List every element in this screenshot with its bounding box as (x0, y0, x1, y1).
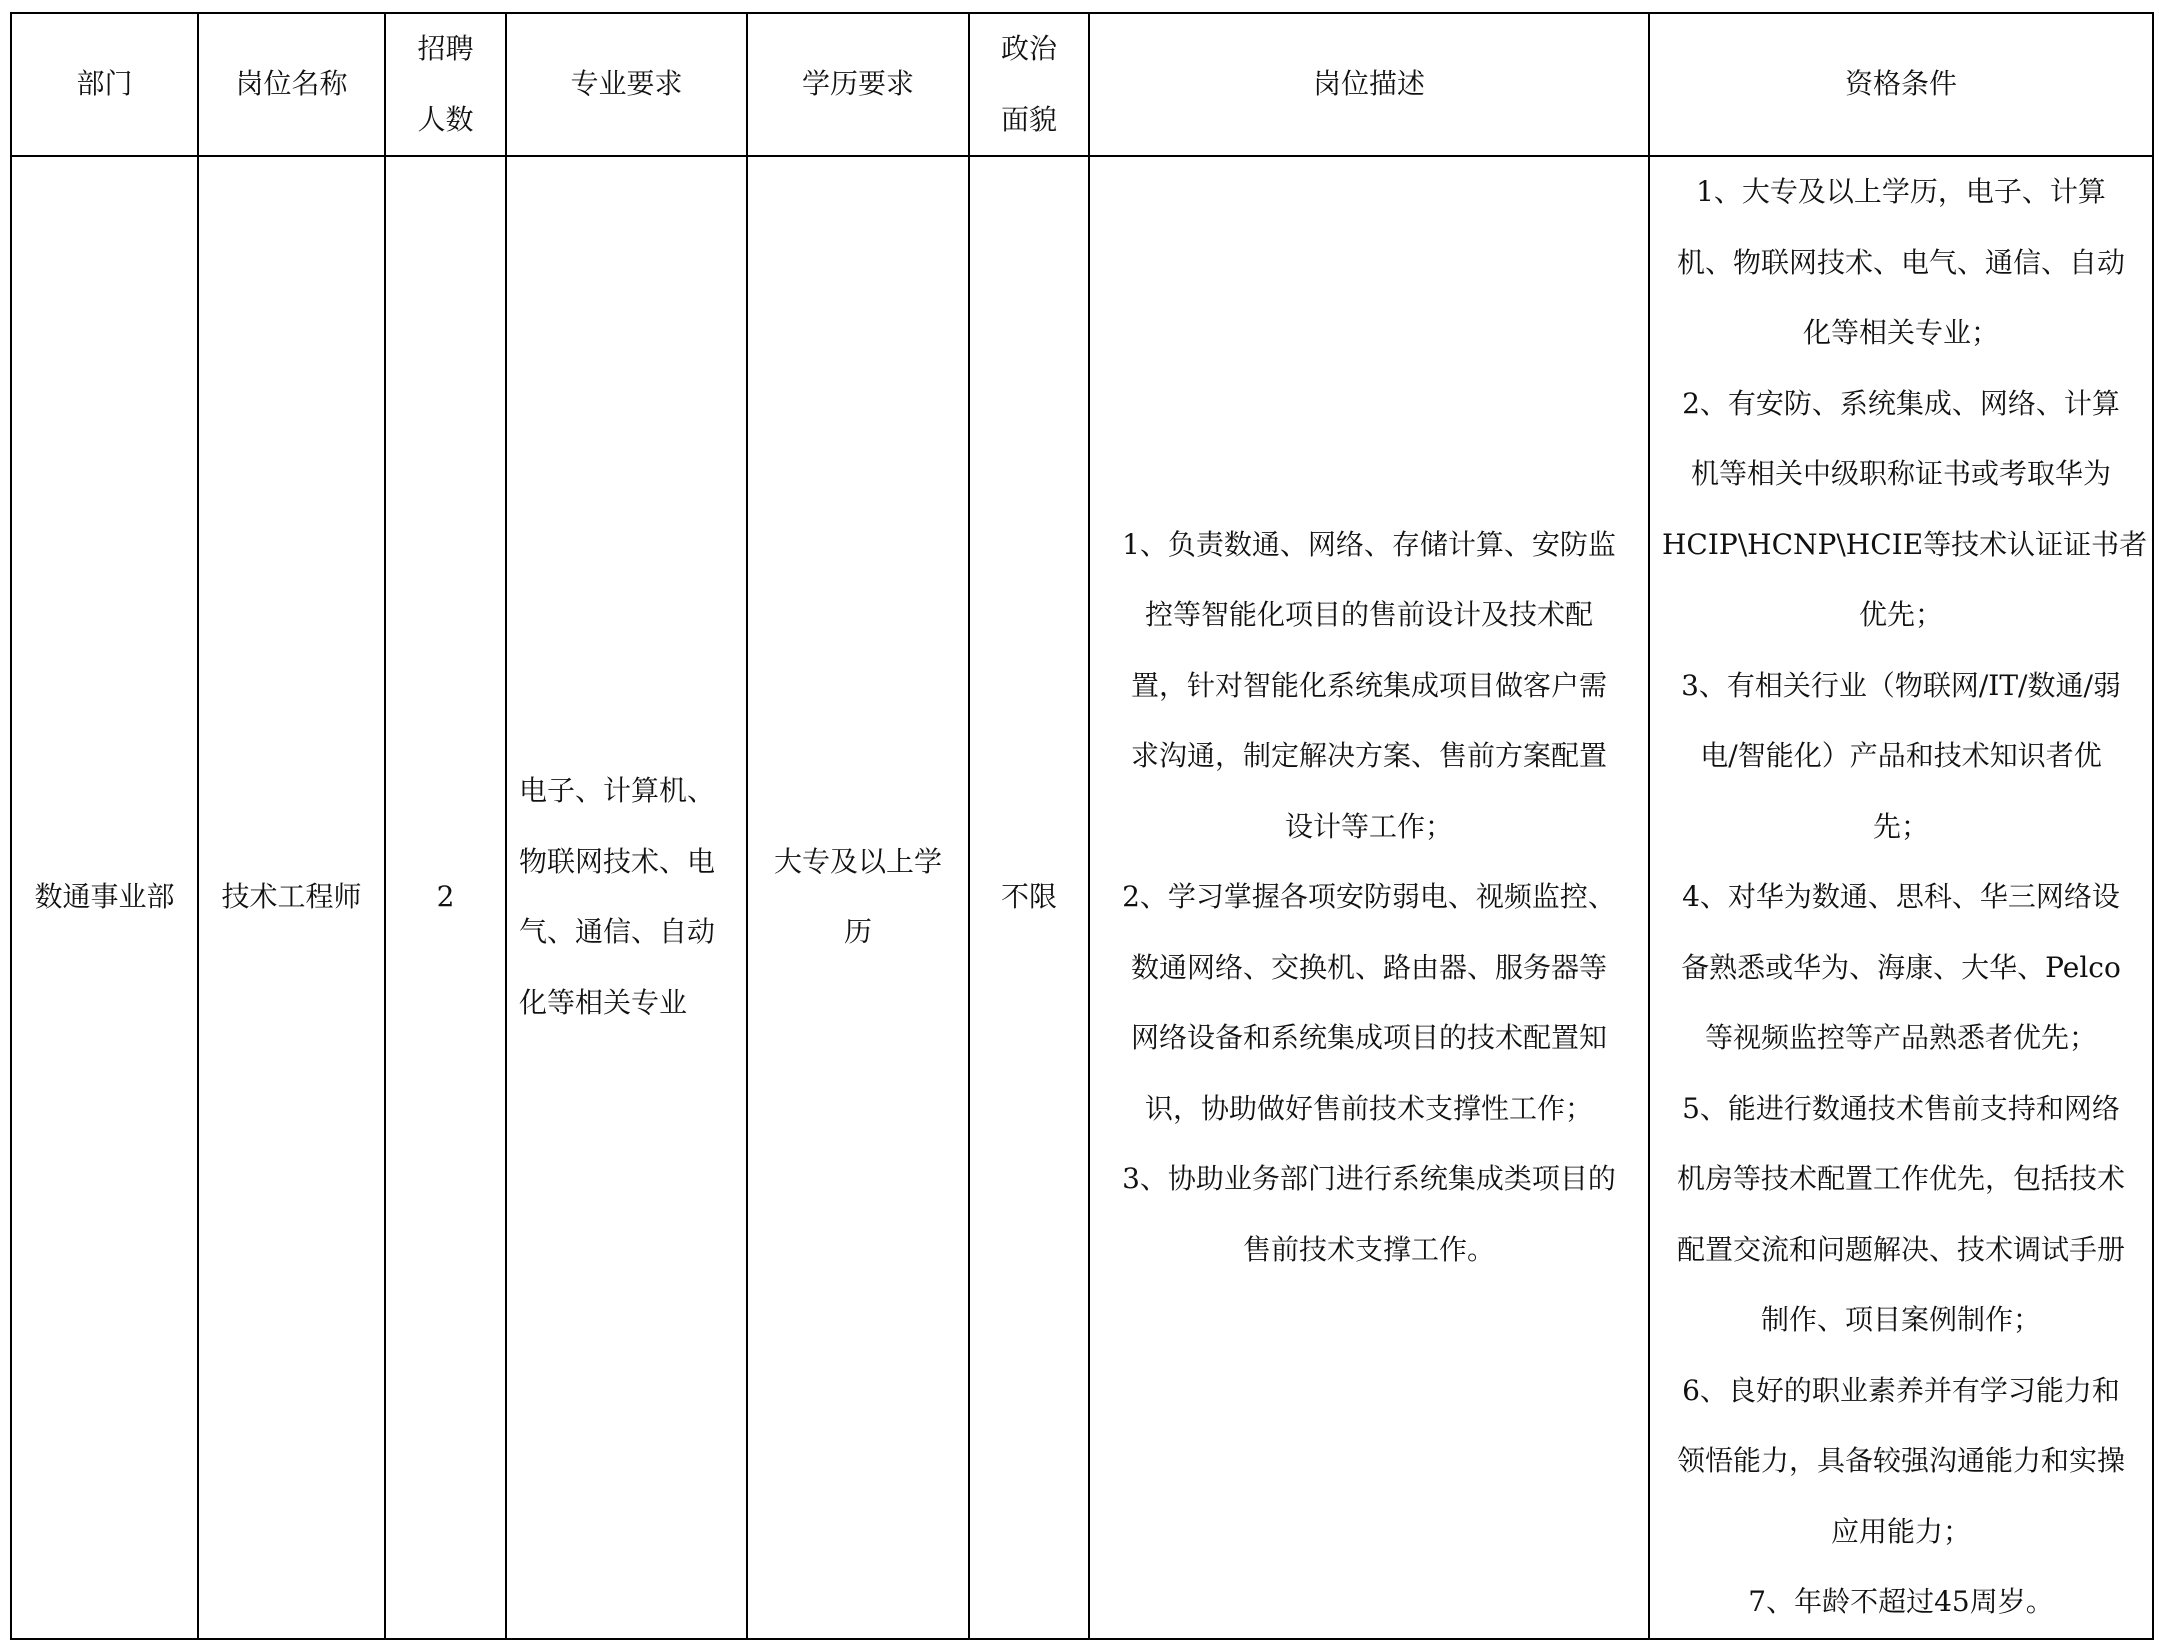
text-line: 物联网技术、电 (519, 844, 716, 878)
text-line: 7、年龄不超过45周岁。 (1748, 1585, 2054, 1618)
text-line: 识，协助做好售前技术支撑性工作； (1144, 1091, 1593, 1125)
text-line: 数通事业部 (34, 880, 175, 913)
text-line: 2、有安防、系统集成、网络、计算 (1682, 386, 2120, 420)
text-line: 售前技术支撑工作。 (1242, 1232, 1495, 1266)
text-line: 4、对华为数通、思科、华三网络设 (1682, 880, 2120, 913)
text-line: 应用能力； (1830, 1514, 1971, 1548)
text-line: 制作、项目案例制作； (1760, 1303, 2041, 1336)
text-line: 电子、计算机、 (519, 774, 716, 808)
text-line: 人数 (417, 102, 474, 136)
header-department (11, 13, 198, 156)
text-line: 网络设备和系统集成项目的技术配置知 (1130, 1021, 1607, 1054)
text-line: 5、能进行数通技术售前支持和网络 (1682, 1091, 2120, 1125)
text-line: 历 (843, 915, 872, 949)
text-line: 岗位描述 (1312, 67, 1425, 101)
text-line: 大专及以上学 (773, 844, 942, 878)
text-line: 专业要求 (570, 67, 683, 101)
text-line: 岗位名称 (235, 67, 348, 101)
text-line: 机、物联网技术、电气、通信、自动 (1676, 245, 2125, 279)
recruitment-table (10, 12, 2154, 1640)
text-line: 机等相关中级职称证书或考取华为 (1690, 457, 2111, 490)
text-line: 3、有相关行业（物联网/IT/数通/弱 (1681, 668, 2121, 702)
header-description (1089, 13, 1649, 156)
cell-political (969, 156, 1089, 1639)
text-line: 优先； (1858, 598, 1943, 631)
text-line: 1、负责数通、网络、存储计算、安防监 (1122, 527, 1616, 561)
text-line: 招聘 (417, 32, 474, 65)
cell-department (11, 156, 198, 1639)
header-qualifications (1649, 13, 2153, 156)
text-line: 面貌 (1000, 102, 1057, 136)
text-line: 技术工程师 (221, 880, 362, 913)
text-line: 政治 (1000, 32, 1057, 65)
header-row (11, 13, 2153, 156)
text-line: 3、协助业务部门进行系统集成类项目的 (1122, 1162, 1616, 1195)
header-position (198, 13, 385, 156)
text-line: 等视频监控等产品熟悉者优先； (1704, 1021, 2097, 1054)
text-line: 置，针对智能化系统集成项目做客户需 (1130, 668, 1607, 702)
text-line: HCIP\HCNP\HCIE等技术认证证书者 (1662, 527, 2148, 561)
cell-description (1089, 156, 1649, 1639)
cell-count (385, 156, 506, 1639)
cell-major (506, 156, 747, 1639)
text-line: 先； (1872, 809, 1929, 843)
header-education (747, 13, 969, 156)
text-line: 2 (436, 880, 455, 913)
text-line: 机房等技术配置工作优先，包括技术 (1676, 1162, 2125, 1195)
cell-qualifications (1649, 156, 2153, 1639)
cell-education (747, 156, 969, 1639)
cell-position (198, 156, 385, 1639)
text-line: 设计等工作； (1284, 809, 1453, 843)
text-line: 资格条件 (1844, 67, 1957, 101)
text-line: 不限 (1000, 880, 1057, 913)
table-row (11, 156, 2153, 1639)
text-line: 备熟悉或华为、海康、大华、Pelco (1681, 950, 2121, 984)
text-line: 领悟能力，具备较强沟通能力和实操 (1676, 1444, 2125, 1477)
text-line: 化等相关专业； (1802, 316, 1999, 349)
text-line: 求沟通，制定解决方案、售前方案配置 (1130, 739, 1607, 772)
text-line: 部门 (76, 67, 133, 101)
text-line: 化等相关专业 (519, 985, 688, 1019)
text-line: 气、通信、自动 (519, 915, 716, 949)
header-political (969, 13, 1089, 156)
text-line: 6、良好的职业素养并有学习能力和 (1682, 1373, 2120, 1407)
text-line: 电/智能化）产品和技术知识者优 (1700, 739, 2102, 772)
text-line: 数通网络、交换机、路由器、服务器等 (1130, 950, 1607, 984)
text-line: 控等智能化项目的售前设计及技术配 (1144, 598, 1593, 631)
header-major (506, 13, 747, 156)
text-line: 学历要求 (801, 67, 914, 101)
text-line: 2、学习掌握各项安防弱电、视频监控、 (1122, 880, 1616, 913)
header-count (385, 13, 506, 156)
text-line: 1、大专及以上学历，电子、计算 (1696, 175, 2106, 208)
text-line: 配置交流和问题解决、技术调试手册 (1676, 1232, 2125, 1266)
